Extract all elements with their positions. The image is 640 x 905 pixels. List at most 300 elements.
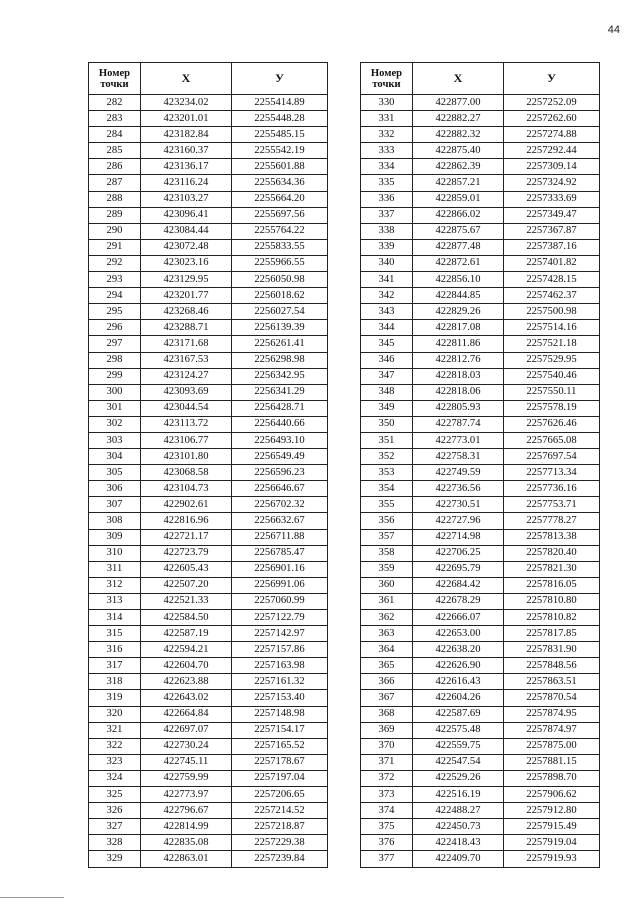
cell-point-number: 357: [361, 529, 413, 545]
cell-y: 2257821.30: [504, 561, 600, 577]
table-row: [89, 835, 328, 851]
cell-y: 2257697.54: [504, 449, 600, 465]
table-row: [361, 497, 600, 513]
cell-x: 422877.00: [413, 95, 504, 111]
cell-x: 422706.25: [413, 545, 504, 561]
table-row: [89, 159, 328, 175]
cell-y: 2257154.17: [232, 722, 328, 738]
cell-y: 2256901.16: [232, 561, 328, 577]
table-body: [89, 95, 328, 868]
cell-point-number: 306: [89, 481, 141, 497]
cell-point-number: 300: [89, 384, 141, 400]
cell-x: 422559.75: [413, 738, 504, 754]
cell-point-number: 368: [361, 706, 413, 722]
cell-x: 422714.98: [413, 529, 504, 545]
cell-x: 423103.27: [141, 191, 232, 207]
cell-x: 422529.26: [413, 770, 504, 786]
cell-y: 2255833.55: [232, 239, 328, 255]
cell-y: 2256050.98: [232, 272, 328, 288]
cell-y: 2257713.34: [504, 465, 600, 481]
cell-point-number: 325: [89, 787, 141, 803]
table-row: [361, 207, 600, 223]
cell-point-number: 289: [89, 207, 141, 223]
cell-y: 2257333.69: [504, 191, 600, 207]
table-row: [361, 754, 600, 770]
cell-point-number: 347: [361, 368, 413, 384]
cell-point-number: 302: [89, 416, 141, 432]
cell-x: 422727.96: [413, 513, 504, 529]
cell-point-number: 375: [361, 819, 413, 835]
cell-x: 422736.56: [413, 481, 504, 497]
table-row: [361, 416, 600, 432]
cell-point-number: 349: [361, 400, 413, 416]
cell-point-number: 312: [89, 577, 141, 593]
cell-x: 422759.99: [141, 770, 232, 786]
cell-point-number: 367: [361, 690, 413, 706]
table-row: [89, 465, 328, 481]
cell-x: 422418.43: [413, 835, 504, 851]
table-row: [89, 770, 328, 786]
table-row: [89, 577, 328, 593]
table-row: [89, 255, 328, 271]
table-row: [361, 143, 600, 159]
cell-point-number: 339: [361, 239, 413, 255]
cell-x: 422749.59: [413, 465, 504, 481]
cell-y: 2257309.14: [504, 159, 600, 175]
table-row: [89, 626, 328, 642]
cell-x: 423096.41: [141, 207, 232, 223]
table-row: [361, 400, 600, 416]
cell-point-number: 331: [361, 111, 413, 127]
cell-y: 2256428.71: [232, 400, 328, 416]
cell-y: 2257919.04: [504, 835, 600, 851]
cell-y: 2257578.19: [504, 400, 600, 416]
cell-x: 422814.99: [141, 819, 232, 835]
cell-x: 422818.06: [413, 384, 504, 400]
cell-y: 2257262.60: [504, 111, 600, 127]
cell-point-number: 352: [361, 449, 413, 465]
table-row: [89, 432, 328, 448]
cell-point-number: 338: [361, 223, 413, 239]
cell-point-number: 335: [361, 175, 413, 191]
cell-y: 2257810.80: [504, 593, 600, 609]
cell-x: 422721.17: [141, 529, 232, 545]
cell-y: 2257665.08: [504, 432, 600, 448]
cell-point-number: 305: [89, 465, 141, 481]
cell-point-number: 341: [361, 272, 413, 288]
table-row: [361, 513, 600, 529]
cell-x: 423116.24: [141, 175, 232, 191]
table-row: [89, 384, 328, 400]
cell-x: 422844.85: [413, 288, 504, 304]
cell-y: 2256632.67: [232, 513, 328, 529]
table-row: [361, 239, 600, 255]
cell-y: 2257874.97: [504, 722, 600, 738]
cell-x: 422626.90: [413, 658, 504, 674]
cell-y: 2256493.10: [232, 432, 328, 448]
table-row: [361, 706, 600, 722]
table-row: [89, 368, 328, 384]
cell-x: 422587.69: [413, 706, 504, 722]
table-row: [89, 416, 328, 432]
cell-point-number: 298: [89, 352, 141, 368]
table-row: [89, 658, 328, 674]
cell-point-number: 340: [361, 255, 413, 271]
table-row: [89, 320, 328, 336]
cell-y: 2257349.47: [504, 207, 600, 223]
cell-y: 2257153.40: [232, 690, 328, 706]
table-row: [361, 577, 600, 593]
cell-point-number: 290: [89, 223, 141, 239]
table-row: [89, 561, 328, 577]
cell-point-number: 371: [361, 754, 413, 770]
cell-y: 2257778.27: [504, 513, 600, 529]
column-header-x: X: [141, 63, 232, 95]
table-row: [361, 835, 600, 851]
cell-point-number: 327: [89, 819, 141, 835]
cell-y: 2257157.86: [232, 642, 328, 658]
cell-y: 2257324.92: [504, 175, 600, 191]
cell-point-number: 283: [89, 111, 141, 127]
cell-point-number: 374: [361, 803, 413, 819]
cell-x: 422695.79: [413, 561, 504, 577]
cell-point-number: 326: [89, 803, 141, 819]
table-row: [361, 545, 600, 561]
cell-y: 2256549.49: [232, 449, 328, 465]
cell-x: 422857.21: [413, 175, 504, 191]
cell-point-number: 314: [89, 610, 141, 626]
table-row: [89, 803, 328, 819]
cell-x: 422730.24: [141, 738, 232, 754]
header-num-line2: точки: [100, 78, 129, 90]
table-row: [361, 561, 600, 577]
cell-point-number: 376: [361, 835, 413, 851]
cell-y: 2257274.88: [504, 127, 600, 143]
table-row: [361, 159, 600, 175]
cell-y: 2255634.36: [232, 175, 328, 191]
column-header-x: X: [413, 63, 504, 95]
cell-x: 422605.43: [141, 561, 232, 577]
cell-y: 2256711.88: [232, 529, 328, 545]
table-row: [89, 449, 328, 465]
cell-point-number: 303: [89, 432, 141, 448]
cell-point-number: 307: [89, 497, 141, 513]
table-row: [89, 207, 328, 223]
cell-point-number: 361: [361, 593, 413, 609]
cell-x: 422450.73: [413, 819, 504, 835]
cell-x: 422678.29: [413, 593, 504, 609]
cell-x: 422902.61: [141, 497, 232, 513]
cell-point-number: 322: [89, 738, 141, 754]
table-row: [89, 175, 328, 191]
cell-y: 2257387.16: [504, 239, 600, 255]
cell-y: 2255414.89: [232, 95, 328, 111]
cell-point-number: 358: [361, 545, 413, 561]
coordinates-table-left: [88, 62, 328, 868]
table-row: [89, 400, 328, 416]
cell-point-number: 324: [89, 770, 141, 786]
cell-x: 422623.88: [141, 674, 232, 690]
cell-point-number: 377: [361, 851, 413, 867]
cell-x: 422796.67: [141, 803, 232, 819]
cell-point-number: 365: [361, 658, 413, 674]
cell-x: 422866.02: [413, 207, 504, 223]
cell-y: 2256018.62: [232, 288, 328, 304]
table-row: [89, 239, 328, 255]
table-row: [361, 658, 600, 674]
cell-point-number: 333: [361, 143, 413, 159]
cell-y: 2257919.93: [504, 851, 600, 867]
cell-y: 2257810.82: [504, 610, 600, 626]
table-row: [89, 223, 328, 239]
table-row: [89, 497, 328, 513]
cell-y: 2255601.88: [232, 159, 328, 175]
cell-point-number: 310: [89, 545, 141, 561]
cell-point-number: 292: [89, 255, 141, 271]
cell-point-number: 330: [361, 95, 413, 111]
column-header-point-number: [89, 63, 141, 95]
cell-point-number: 343: [361, 304, 413, 320]
table-row: [361, 384, 600, 400]
table-row: [361, 674, 600, 690]
table-row: [361, 819, 600, 835]
table-row: [361, 111, 600, 127]
cell-y: 2257148.98: [232, 706, 328, 722]
cell-point-number: 364: [361, 642, 413, 658]
cell-y: 2257428.15: [504, 272, 600, 288]
cell-y: 2256261.41: [232, 336, 328, 352]
cell-y: 2256702.32: [232, 497, 328, 513]
column-header-point-number: [361, 63, 413, 95]
cell-x: 423093.69: [141, 384, 232, 400]
cell-point-number: 363: [361, 626, 413, 642]
cell-y: 2255485.15: [232, 127, 328, 143]
cell-x: 422604.70: [141, 658, 232, 674]
cell-point-number: 329: [89, 851, 141, 867]
cell-y: 2257500.98: [504, 304, 600, 320]
cell-x: 422604.26: [413, 690, 504, 706]
cell-point-number: 336: [361, 191, 413, 207]
cell-y: 2256785.47: [232, 545, 328, 561]
table-row: [89, 593, 328, 609]
cell-y: 2257736.16: [504, 481, 600, 497]
cell-y: 2257529.95: [504, 352, 600, 368]
cell-y: 2255697.56: [232, 207, 328, 223]
cell-x: 422643.02: [141, 690, 232, 706]
table-row: [89, 610, 328, 626]
table-row: [361, 465, 600, 481]
table-row: [89, 706, 328, 722]
table-row: [89, 513, 328, 529]
table-row: [361, 352, 600, 368]
cell-x: 422773.01: [413, 432, 504, 448]
table-row: [361, 368, 600, 384]
table-body: [361, 95, 600, 868]
cell-point-number: 362: [361, 610, 413, 626]
cell-point-number: 342: [361, 288, 413, 304]
table-row: [361, 481, 600, 497]
cell-y: 2256991.06: [232, 577, 328, 593]
cell-y: 2257753.71: [504, 497, 600, 513]
cell-y: 2255448.28: [232, 111, 328, 127]
cell-point-number: 288: [89, 191, 141, 207]
cell-x: 422409.70: [413, 851, 504, 867]
cell-y: 2257462.37: [504, 288, 600, 304]
cell-y: 2257816.05: [504, 577, 600, 593]
cell-x: 422875.40: [413, 143, 504, 159]
cell-y: 2257214.52: [232, 803, 328, 819]
cell-x: 423072.48: [141, 239, 232, 255]
cell-x: 423113.72: [141, 416, 232, 432]
cell-x: 422862.39: [413, 159, 504, 175]
table-row: [361, 738, 600, 754]
cell-point-number: 296: [89, 320, 141, 336]
header-num-line1: Номер: [370, 67, 403, 79]
table-row: [361, 255, 600, 271]
cell-point-number: 369: [361, 722, 413, 738]
table-row: [89, 722, 328, 738]
cell-point-number: 308: [89, 513, 141, 529]
table-row: [89, 787, 328, 803]
cell-y: 2257912.80: [504, 803, 600, 819]
cell-y: 2256596.23: [232, 465, 328, 481]
cell-y: 2257898.70: [504, 770, 600, 786]
cell-x: 422856.10: [413, 272, 504, 288]
cell-y: 2257060.99: [232, 593, 328, 609]
table-row: [89, 95, 328, 111]
cell-y: 2257218.87: [232, 819, 328, 835]
cell-point-number: 315: [89, 626, 141, 642]
cell-x: 423044.54: [141, 400, 232, 416]
table-row: [361, 175, 600, 191]
cell-x: 423167.53: [141, 352, 232, 368]
cell-y: 2257863.51: [504, 674, 600, 690]
cell-point-number: 354: [361, 481, 413, 497]
cell-x: 423160.37: [141, 143, 232, 159]
cell-y: 2257292.44: [504, 143, 600, 159]
cell-y: 2257178.67: [232, 754, 328, 770]
cell-y: 2257626.46: [504, 416, 600, 432]
cell-x: 422584.50: [141, 610, 232, 626]
table-row: [89, 529, 328, 545]
cell-y: 2257239.84: [232, 851, 328, 867]
cell-y: 2257540.46: [504, 368, 600, 384]
table-header: [89, 63, 328, 95]
cell-x: 422818.03: [413, 368, 504, 384]
cell-point-number: 309: [89, 529, 141, 545]
table-row: [89, 191, 328, 207]
cell-x: 423288.71: [141, 320, 232, 336]
table-row: [361, 449, 600, 465]
cell-y: 2257817.85: [504, 626, 600, 642]
table-row: [361, 642, 600, 658]
cell-x: 422758.31: [413, 449, 504, 465]
coordinates-table-right: [360, 62, 600, 868]
table-row: [89, 738, 328, 754]
cell-y: 2256440.66: [232, 416, 328, 432]
cell-point-number: 313: [89, 593, 141, 609]
cell-x: 422488.27: [413, 803, 504, 819]
cell-x: 422877.48: [413, 239, 504, 255]
cell-y: 2257163.98: [232, 658, 328, 674]
page-number: 44: [607, 24, 620, 36]
table-row: [89, 851, 328, 867]
cell-point-number: 360: [361, 577, 413, 593]
cell-point-number: 346: [361, 352, 413, 368]
cell-x: 422787.74: [413, 416, 504, 432]
cell-point-number: 353: [361, 465, 413, 481]
cell-x: 422829.26: [413, 304, 504, 320]
cell-x: 422587.19: [141, 626, 232, 642]
cell-y: 2257813.38: [504, 529, 600, 545]
cell-point-number: 344: [361, 320, 413, 336]
cell-point-number: 356: [361, 513, 413, 529]
cell-x: 422723.79: [141, 545, 232, 561]
cell-y: 2255542.19: [232, 143, 328, 159]
cell-x: 422859.01: [413, 191, 504, 207]
cell-x: 422507.20: [141, 577, 232, 593]
table-row: [89, 545, 328, 561]
cell-y: 2255764.22: [232, 223, 328, 239]
cell-x: 422835.08: [141, 835, 232, 851]
table-row: [361, 593, 600, 609]
cell-point-number: 291: [89, 239, 141, 255]
cell-y: 2257881.15: [504, 754, 600, 770]
table-row: [361, 191, 600, 207]
table-row: [361, 803, 600, 819]
table-row: [361, 770, 600, 786]
cell-point-number: 282: [89, 95, 141, 111]
cell-x: 423084.44: [141, 223, 232, 239]
table-row: [89, 819, 328, 835]
cell-y: 2257514.16: [504, 320, 600, 336]
cell-point-number: 323: [89, 754, 141, 770]
cell-point-number: 321: [89, 722, 141, 738]
cell-point-number: 293: [89, 272, 141, 288]
cell-point-number: 366: [361, 674, 413, 690]
cell-point-number: 370: [361, 738, 413, 754]
cell-y: 2257229.38: [232, 835, 328, 851]
cell-point-number: 337: [361, 207, 413, 223]
cell-x: 422816.96: [141, 513, 232, 529]
cell-x: 422882.32: [413, 127, 504, 143]
cell-x: 423182.84: [141, 127, 232, 143]
cell-x: 422697.07: [141, 722, 232, 738]
cell-y: 2257521.18: [504, 336, 600, 352]
table-row: [361, 336, 600, 352]
cell-point-number: 287: [89, 175, 141, 191]
cell-y: 2256341.29: [232, 384, 328, 400]
cell-point-number: 373: [361, 787, 413, 803]
column-header-y: У: [232, 63, 328, 95]
cell-y: 2257165.52: [232, 738, 328, 754]
cell-x: 423201.01: [141, 111, 232, 127]
table-header: [361, 63, 600, 95]
cell-point-number: 295: [89, 304, 141, 320]
column-header-y: У: [504, 63, 600, 95]
table-row: [89, 754, 328, 770]
cell-y: 2256298.98: [232, 352, 328, 368]
cell-x: 423104.73: [141, 481, 232, 497]
cell-y: 2255664.20: [232, 191, 328, 207]
cell-y: 2257367.87: [504, 223, 600, 239]
table-row: [361, 288, 600, 304]
cell-point-number: 328: [89, 835, 141, 851]
cell-x: 422653.00: [413, 626, 504, 642]
cell-point-number: 311: [89, 561, 141, 577]
table-row: [361, 304, 600, 320]
cell-y: 2257161.32: [232, 674, 328, 690]
